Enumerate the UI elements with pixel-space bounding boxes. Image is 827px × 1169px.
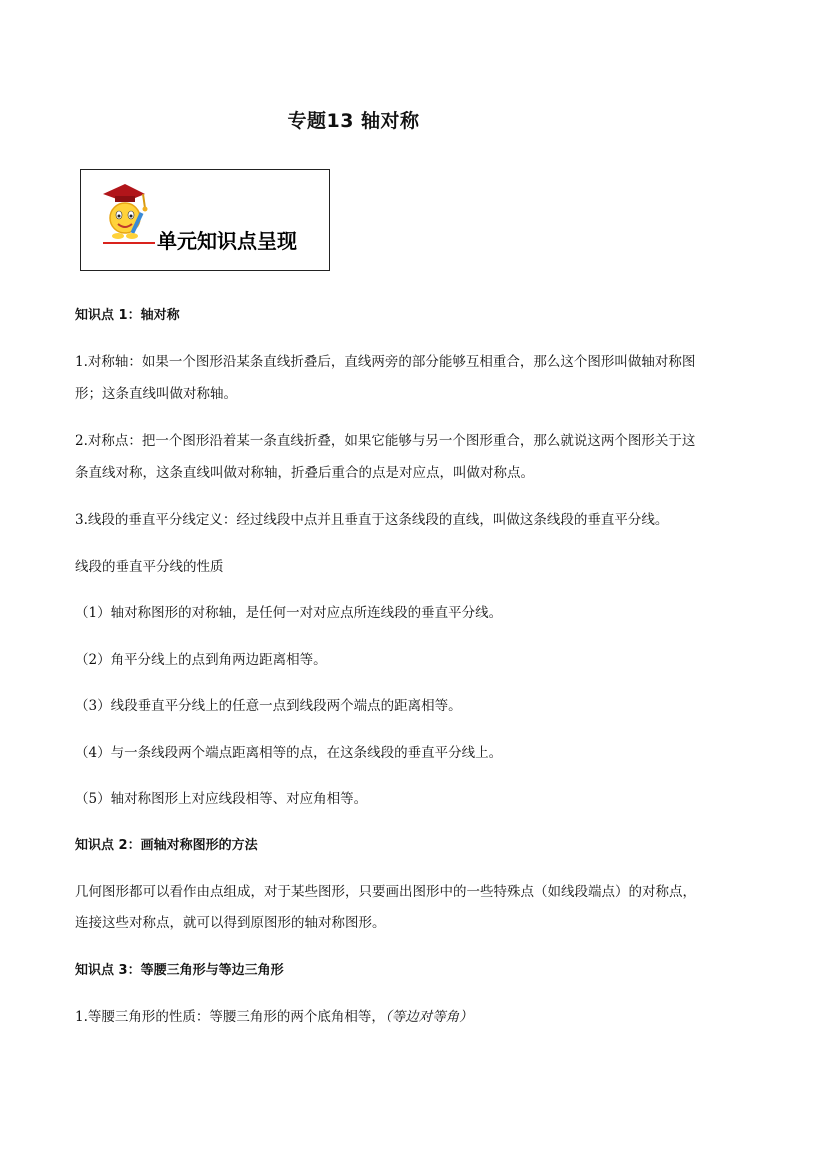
k3-heading: 知识点 3：等腰三角形与等边三角形 [75, 963, 284, 978]
k1-props-title: 线段的垂直平分线的性质 [75, 559, 224, 575]
k1-prop-item: （5）轴对称图形上对应线段相等、对应角相等。 [75, 791, 368, 807]
k3-p1 [75, 1007, 755, 1027]
k1-prop-item: （4）与一条线段两个端点距离相等的点，在这条线段的垂直平分线上。 [75, 745, 503, 761]
k2-heading: 知识点 2：画轴对称图形的方法 [75, 838, 258, 853]
k1-prop-item: （1）轴对称图形的对称轴，是任何一对对应点所连线段的垂直平分线。 [75, 605, 503, 621]
graduate-mascot-icon [99, 182, 149, 248]
banner-red-rule [103, 242, 155, 244]
k1-p1-line2: 形；这条直线叫做对称轴。 [75, 386, 237, 402]
k1-p2-line2: 条直线对称，这条直线叫做对称轴，折叠后重合的点是对应点，叫做对称点。 [75, 465, 534, 481]
k1-p1-line1: 1.对称轴：如果一个图形沿某条直线折叠后，直线两旁的部分能够互相重合，那么这个图形叫做轴对称图 [75, 354, 696, 370]
k2-line1: 几何图形都可以看作由点组成，对于某些图形，只要画出图形中的一些特殊点（如线段端点）的对称点， [75, 884, 696, 900]
k1-heading: 知识点 1：轴对称 [75, 308, 180, 323]
k1-prop-item: （2）角平分线上的点到角两边距离相等。 [75, 652, 327, 668]
k3-p1-text: 1.等腰三角形的性质：等腰三角形的两个底角相等， [75, 1009, 385, 1025]
section-banner [80, 169, 330, 271]
k1-prop-item: （3）线段垂直平分线上的任意一点到线段两个端点的距离相等。 [75, 698, 462, 714]
k3-p1-italic: （等边对等角） [384, 1009, 473, 1025]
k2-line2: 连接这些对称点，就可以得到原图形的轴对称图形。 [75, 915, 386, 931]
k1-p2-line1: 2.对称点：把一个图形沿着某一条直线折叠，如果它能够与另一个图形重合，那么就说这两个图形关于这 [75, 433, 696, 449]
page-title: 专题13 轴对称 [287, 110, 420, 132]
k1-p3: 3.线段的垂直平分线定义：经过线段中点并且垂直于这条线段的直线，叫做这条线段的垂直平分线。 [75, 512, 669, 528]
banner-label: 单元知识点呈现 [157, 229, 297, 253]
